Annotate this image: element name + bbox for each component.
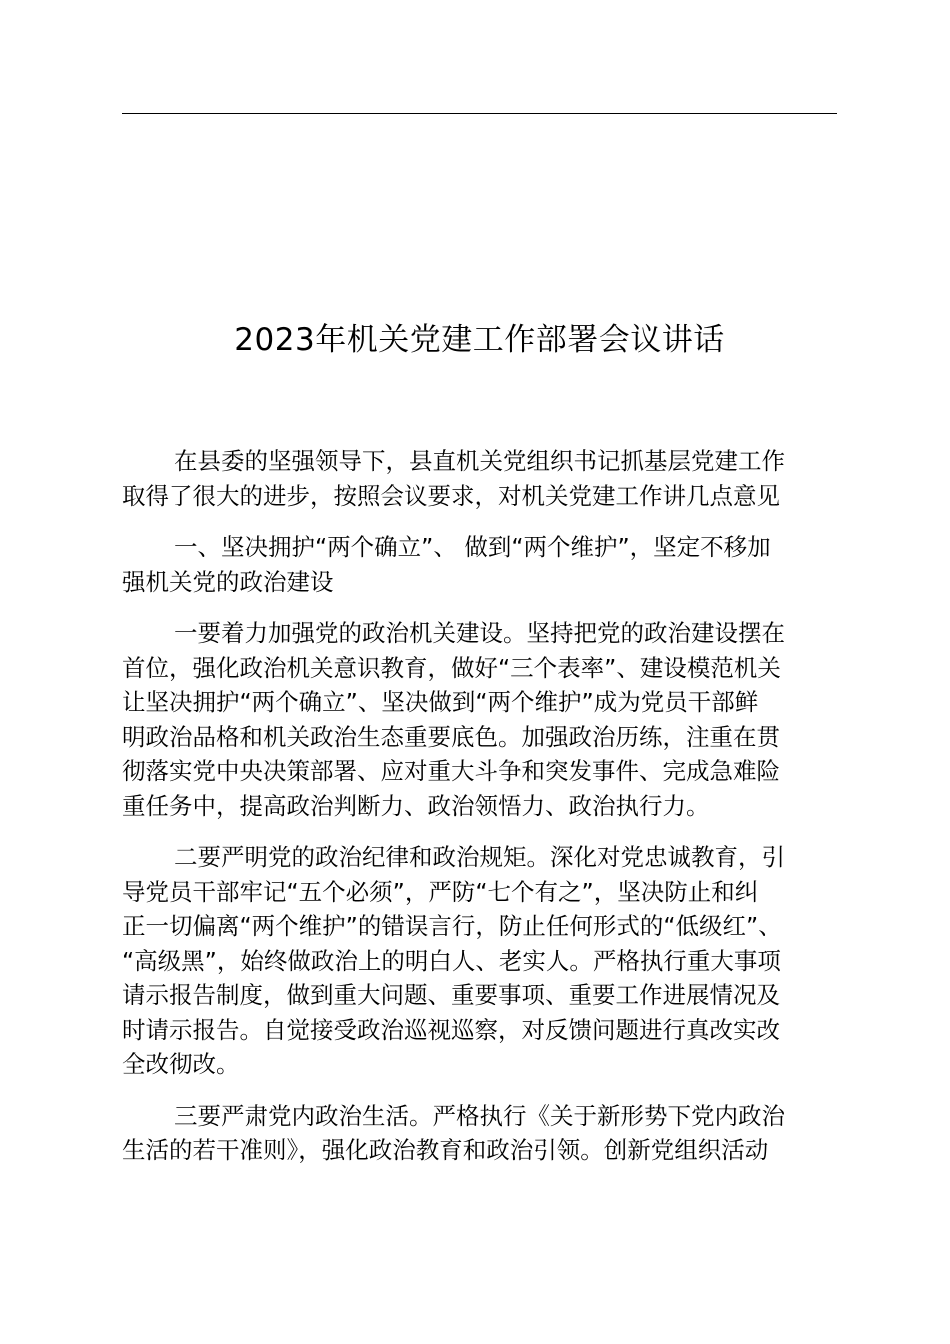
paragraph-intro bbox=[122, 444, 837, 513]
paragraph-line: “高级黑”，始终做政治上的明白人、老实人。严格执行重大事项 bbox=[122, 946, 781, 975]
paragraph-line: 二要严明党的政治纪律和政治规矩。深化对党忠诚教育，引 bbox=[174, 843, 785, 871]
paragraph-line: 三要严肃党内政治生活。严格执行《关于新形势下党内政治 bbox=[174, 1101, 785, 1130]
paragraph-line: 重任务中，提高政治判断力、政治领悟力、政治执行力。 bbox=[122, 791, 710, 820]
paragraph-line: 首位，强化政治机关意识教育，做好“三个表率”、建设模范机关 bbox=[122, 653, 781, 682]
paragraph-line: 在县委的坚强领导下，县直机关党组织书记抓基层党建工作 bbox=[174, 447, 785, 475]
paragraph-line: 全改彻改。 bbox=[122, 1050, 240, 1078]
paragraph-line: 让坚决拥护“两个确立”、坚决做到“两个维护”成为党员干部鲜 bbox=[122, 688, 759, 716]
paragraph-line: 一要着力加强党的政治机关建设。坚持把党的政治建设摆在 bbox=[174, 619, 785, 647]
header-rule bbox=[122, 113, 837, 114]
paragraph-line: 生活的若干准则》，强化政治教育和政治引领。创新党组织活动 bbox=[122, 1136, 769, 1164]
paragraph-point-1 bbox=[122, 616, 837, 823]
section-heading-1 bbox=[122, 530, 837, 599]
paragraph-point-2 bbox=[122, 840, 837, 1082]
paragraph-line: 请示报告制度，做到重大问题、重要事项、重要工作进展情况及 bbox=[122, 981, 780, 1009]
paragraph-line: 取得了很大的进步，按照会议要求，对机关党建工作讲几点意见 bbox=[122, 481, 780, 510]
paragraph-line: 时请示报告。自觉接受政治巡视巡察，对反馈问题进行真改实改 bbox=[122, 1015, 780, 1044]
document-title: 2023年机关党建工作部署会议讲话 bbox=[234, 322, 725, 358]
paragraph-line: 彻落实党中央决策部署、应对重大斗争和突发事件、完成急难险 bbox=[122, 757, 780, 785]
document-body bbox=[122, 444, 837, 1185]
paragraph-point-3 bbox=[122, 1099, 837, 1168]
paragraph-line: 导党员干部牢记“五个必须”，严防“七个有之”，坚决防止和纠 bbox=[122, 877, 759, 906]
paragraph-line: 明政治品格和机关政治生态重要底色。加强政治历练，注重在贯 bbox=[122, 722, 780, 751]
paragraph-line: 一、坚决拥护“两个确立”、 做到“两个维护”，坚定不移加 bbox=[174, 533, 771, 561]
paragraph-line: 强机关党的政治建设 bbox=[122, 567, 334, 596]
paragraph-line: 正一切偏离“两个维护”的错误言行，防止任何形式的“低级红”、 bbox=[122, 912, 782, 940]
